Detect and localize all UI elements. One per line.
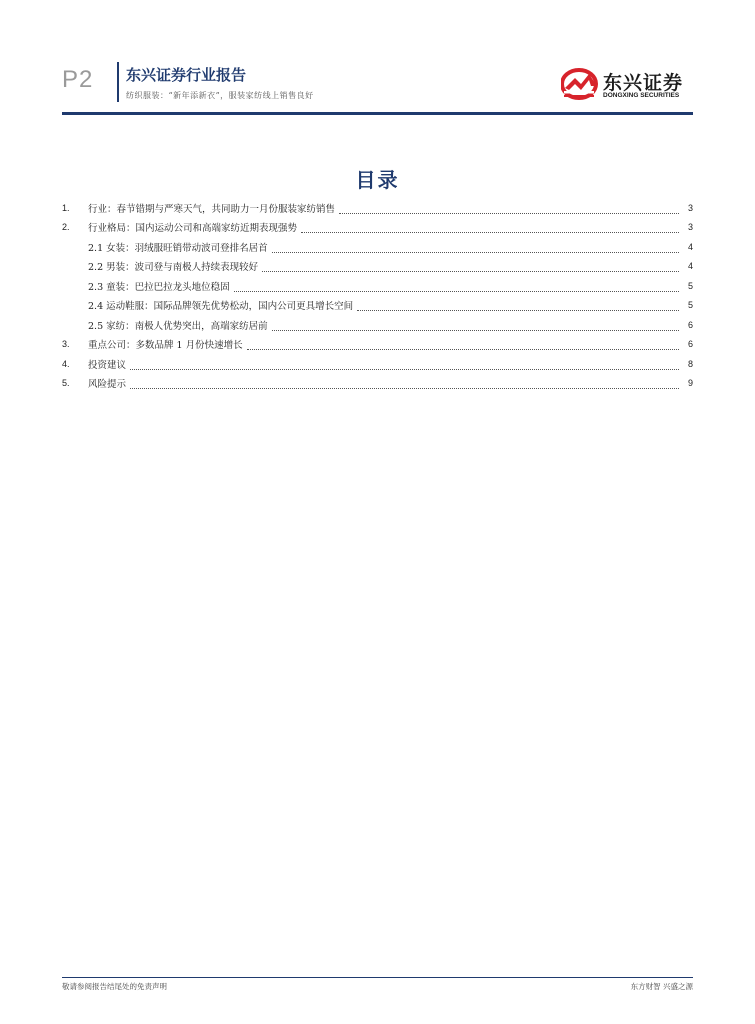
toc-entry-number: 2. bbox=[62, 222, 70, 233]
toc-leader-dots bbox=[234, 282, 679, 292]
toc-entry-title: 2.3 童装：巴拉巴拉龙头地位稳固 bbox=[88, 281, 230, 293]
toc-subentry[interactable] bbox=[62, 237, 693, 257]
toc-entry-number: 3. bbox=[62, 339, 70, 350]
report-subtitle: 纺织服装：“新年添新衣”，服装家纺线上销售良好 bbox=[126, 91, 314, 100]
table-of-contents bbox=[62, 198, 693, 393]
toc-leader-dots bbox=[339, 204, 679, 214]
toc-entry-page: 3 bbox=[687, 202, 693, 213]
toc-entry-title: 2.1 女装：羽绒服旺销带动波司登排名居首 bbox=[88, 242, 268, 254]
toc-title: 目录 bbox=[355, 168, 400, 192]
toc-leader-dots bbox=[357, 301, 679, 311]
toc-entry-page: 4 bbox=[687, 261, 693, 272]
footer-disclaimer: 敬请参阅报告结尾处的免责声明 bbox=[62, 982, 167, 991]
footer-slogan: 东方财智 兴盛之源 bbox=[630, 982, 693, 991]
toc-entry-title: 2.4 运动鞋服：国际品牌领先优势松动，国内公司更具增长空间 bbox=[88, 301, 354, 313]
toc-entry[interactable] bbox=[62, 354, 693, 374]
toc-entry[interactable] bbox=[62, 374, 693, 394]
toc-entry-page: 9 bbox=[687, 378, 693, 389]
report-title: 东兴证券行业报告 bbox=[126, 66, 247, 84]
toc-entry-title: 行业格局：国内运动公司和高端家纺近期表现强势 bbox=[88, 223, 298, 235]
toc-entry-title: 投资建议 bbox=[88, 359, 127, 371]
toc-entry-page: 6 bbox=[687, 339, 693, 350]
toc-leader-dots bbox=[130, 379, 679, 389]
page-number: P2 bbox=[62, 66, 94, 93]
toc-entry-page: 6 bbox=[687, 319, 693, 330]
header-rule bbox=[62, 112, 693, 115]
toc-subentry[interactable] bbox=[62, 315, 693, 335]
toc-entry-title: 重点公司：多数品牌 1 月份快速增长 bbox=[88, 340, 243, 352]
toc-leader-dots bbox=[301, 223, 679, 233]
footer-rule bbox=[62, 977, 693, 978]
toc-leader-dots bbox=[272, 243, 679, 253]
toc-leader-dots bbox=[272, 321, 679, 331]
company-logo bbox=[561, 64, 701, 104]
toc-leader-dots bbox=[247, 340, 679, 350]
toc-entry-page: 4 bbox=[687, 241, 693, 252]
toc-leader-dots bbox=[130, 360, 679, 370]
toc-entry-page: 8 bbox=[687, 358, 693, 369]
logo-emblem-icon bbox=[561, 64, 601, 104]
toc-entry-number: 4. bbox=[62, 358, 70, 369]
toc-entry-title: 2.2 男装：波司登与南极人持续表现较好 bbox=[88, 262, 259, 274]
toc-leader-dots bbox=[262, 262, 679, 272]
toc-entry-title: 风险提示 bbox=[88, 379, 127, 391]
logo-text-cn: 东兴证券 bbox=[603, 72, 684, 94]
toc-subentry[interactable] bbox=[62, 257, 693, 277]
toc-entry[interactable] bbox=[62, 198, 693, 218]
toc-entry[interactable] bbox=[62, 335, 693, 355]
toc-entry-number: 5. bbox=[62, 378, 70, 389]
logo-text-en: DONGXING SECURITIES bbox=[603, 92, 680, 99]
header-divider bbox=[117, 62, 119, 102]
toc-entry-title: 行业：春节错期与严寒天气，共同助力一月份服装家纺销售 bbox=[88, 203, 336, 215]
toc-entry-title: 2.5 家纺：南极人优势突出，高端家纺居前 bbox=[88, 320, 268, 332]
toc-subentry[interactable] bbox=[62, 276, 693, 296]
toc-entry[interactable] bbox=[62, 218, 693, 238]
toc-entry-page: 5 bbox=[687, 300, 693, 311]
toc-entry-page: 3 bbox=[687, 222, 693, 233]
page-header bbox=[0, 0, 755, 120]
toc-subentry[interactable] bbox=[62, 296, 693, 316]
toc-entry-page: 5 bbox=[687, 280, 693, 291]
toc-entry-number: 1. bbox=[62, 202, 70, 213]
